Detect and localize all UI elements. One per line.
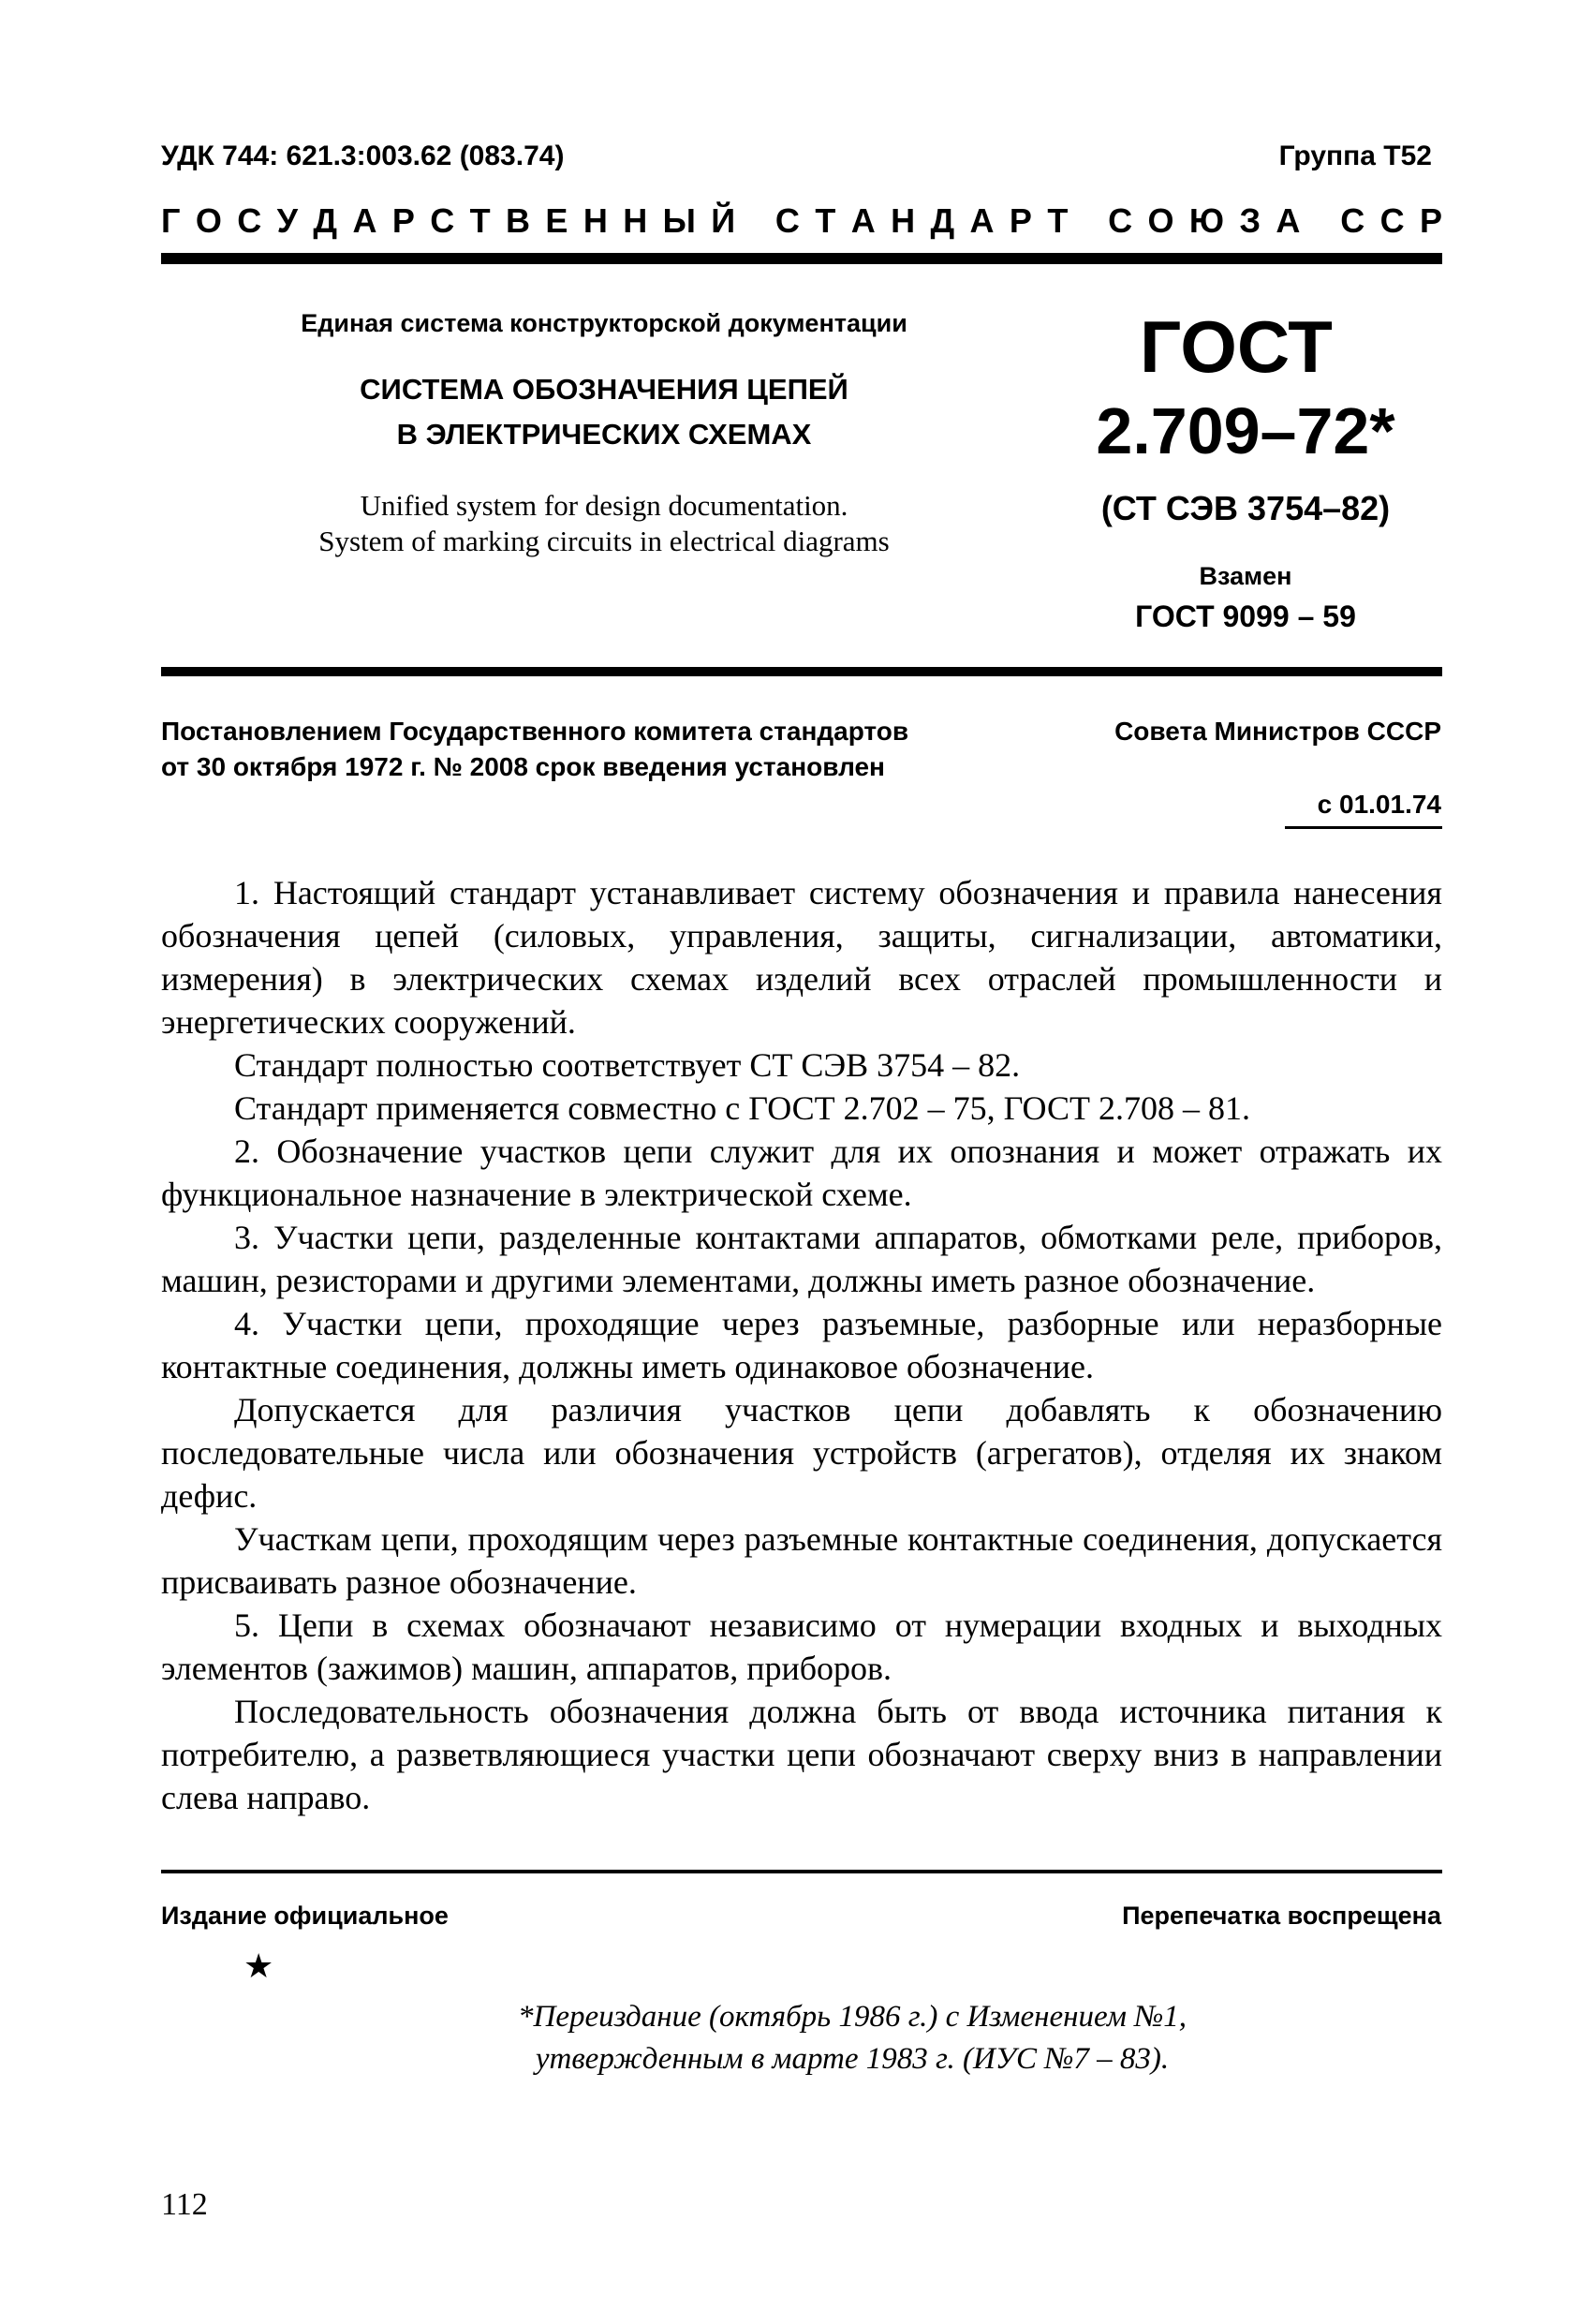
state-standard-letter: С [1340,201,1365,240]
state-standard-letter: Т [815,201,836,240]
body-paragraph: 3. Участки цепи, разделенные контактами аппаратов, обмотками реле, приборов, машин, резисторами и другими элементами, должны иметь разное обозначение. [161,1219,1442,1299]
english-title-line1: Unified system for design documentation. [360,489,848,522]
body-paragraph: Стандарт полностью соответствует СТ СЭВ 3754 – 82. [234,1046,1021,1084]
english-title-line2: System of marking circuits in electrical diagrams [318,525,890,557]
footer-rule [161,1870,1442,1873]
state-standard-letter: С [774,201,800,240]
body-paragraph: Допускается для различия участков цепи добавлять к обозначению последовательные числа или обозначения устройств (агрегатов), отделяя их знаком дефис. [161,1391,1442,1515]
reissue-note-line2: утвержденным в марте 1983 г. (ИУС №7 – 83). [535,2042,1170,2076]
body-paragraph: 4. Участки цепи, проходящие через разъемные, разборные или неразборные контактные соединения, должны иметь одинаковое обозначение. [161,1305,1442,1385]
title-block-rule [161,667,1442,676]
state-standard-letter: А [969,201,995,240]
state-standard-letter [1316,201,1325,241]
effective-date: с 01.01.74 [1317,790,1441,819]
body-paragraph: 2. Обозначение участков цепи служит для их опознания и может отражать их функциональное назначение в электрической схеме. [161,1132,1442,1213]
state-standard-letter: Т [1047,201,1069,240]
state-standard-letter: С [430,201,455,240]
state-standard-letter: В [506,201,531,240]
state-standard-letter: Р [1419,201,1442,240]
standard-title-line2: В ЭЛЕКТРИЧЕСКИХ СХЕМАХ [396,418,812,451]
reprint-ban-label: Перепечатка воспрещена [1122,1902,1441,1930]
state-standard-letter: Й [711,201,736,240]
state-standard-letter: А [850,201,876,240]
state-standard-letter: Р [1009,201,1032,240]
gost-label: ГОСТ [1140,305,1333,388]
state-standard-letter: О [1147,201,1174,240]
state-standard-letter: Н [891,201,916,240]
state-standard-letter: З [1239,201,1261,240]
decree-line1-right: Совета Министров СССР [1114,717,1441,746]
state-standard-letter: Н [623,201,648,240]
state-standard-heading [161,201,1442,241]
state-standard-letter: Д [930,201,955,240]
state-standard-letter: Е [545,201,568,240]
gost-number: 2.709–72* [1096,394,1395,467]
reissue-note-line1: *Переиздание (октябрь 1986 г.) с Изменением №1, [517,2000,1187,2034]
page-number: 112 [161,2187,208,2222]
state-standard-letter [1084,201,1093,241]
state-standard-letter: Ы [662,201,696,240]
state-standard-letter: С [237,201,262,240]
effective-date-underline [1285,826,1442,829]
state-standard-letter [751,201,760,241]
state-standard-letter: Р [391,201,415,240]
standard-title-line1: СИСТЕМА ОБОЗНАЧЕНИЯ ЦЕПЕЙ [360,373,848,406]
star-icon: ★ [243,1947,274,1985]
state-standard-letter: Г [161,201,181,240]
state-standard-letter: С [1379,201,1405,240]
state-standard-letter: О [195,201,222,240]
decree-line1: Постановлением Государственного комитета стандартов [161,717,909,746]
state-standard-letter: А [352,201,377,240]
st-sev-reference: (СТ СЭВ 3754–82) [1100,489,1391,527]
state-standard-letter: Д [313,201,338,240]
replaced-gost: ГОСТ 9099 – 59 [1135,600,1356,633]
espd-subtitle: Единая система конструкторской документации [301,309,907,337]
body-paragraph: Последовательность обозначения должна быть от ввода источника питания к потребителю, а разветвляющиеся участки цепи обозначают сверху вниз в направлении слева направо. [161,1693,1442,1816]
decree-line2: от 30 октября 1972 г. № 2008 срок введения установлен [161,752,885,781]
state-standard-letter: У [276,201,299,240]
official-edition-label: Издание официальное [161,1902,449,1930]
body-paragraph: Стандарт применяется совместно с ГОСТ 2.702 – 75, ГОСТ 2.708 – 81. [234,1089,1250,1127]
body-paragraph: Участкам цепи, проходящим через разъемные контактные соединения, допускается присваивать разное обозначение. [161,1520,1442,1601]
state-standard-letter: А [1276,201,1301,240]
body-paragraph: 5. Цепи в схемах обозначают независимо от нумерации входных и выходных элементов (зажимов) машин, аппаратов, приборов. [161,1606,1442,1687]
heading-rule [161,253,1442,264]
udk-code: УДК 744: 621.3:003.62 (083.74) [161,141,565,171]
state-standard-letter: С [1108,201,1133,240]
state-standard-letter: Ю [1188,201,1225,240]
body-paragraph: 1. Настоящий стандарт устанавливает систему обозначения и правила нанесения обозначения цепей (силовых, управления, защиты, сигнализации, автоматики, измерения) в электрических схемах изделий всех отраслей промышленности и энергетических сооружений. [161,874,1442,1041]
standard-body [161,871,1442,1819]
group-code: Группа Т52 [1278,141,1432,171]
replaces-label: Взамен [1199,562,1292,590]
state-standard-letter: Т [469,201,491,240]
state-standard-letter: Н [583,201,608,240]
